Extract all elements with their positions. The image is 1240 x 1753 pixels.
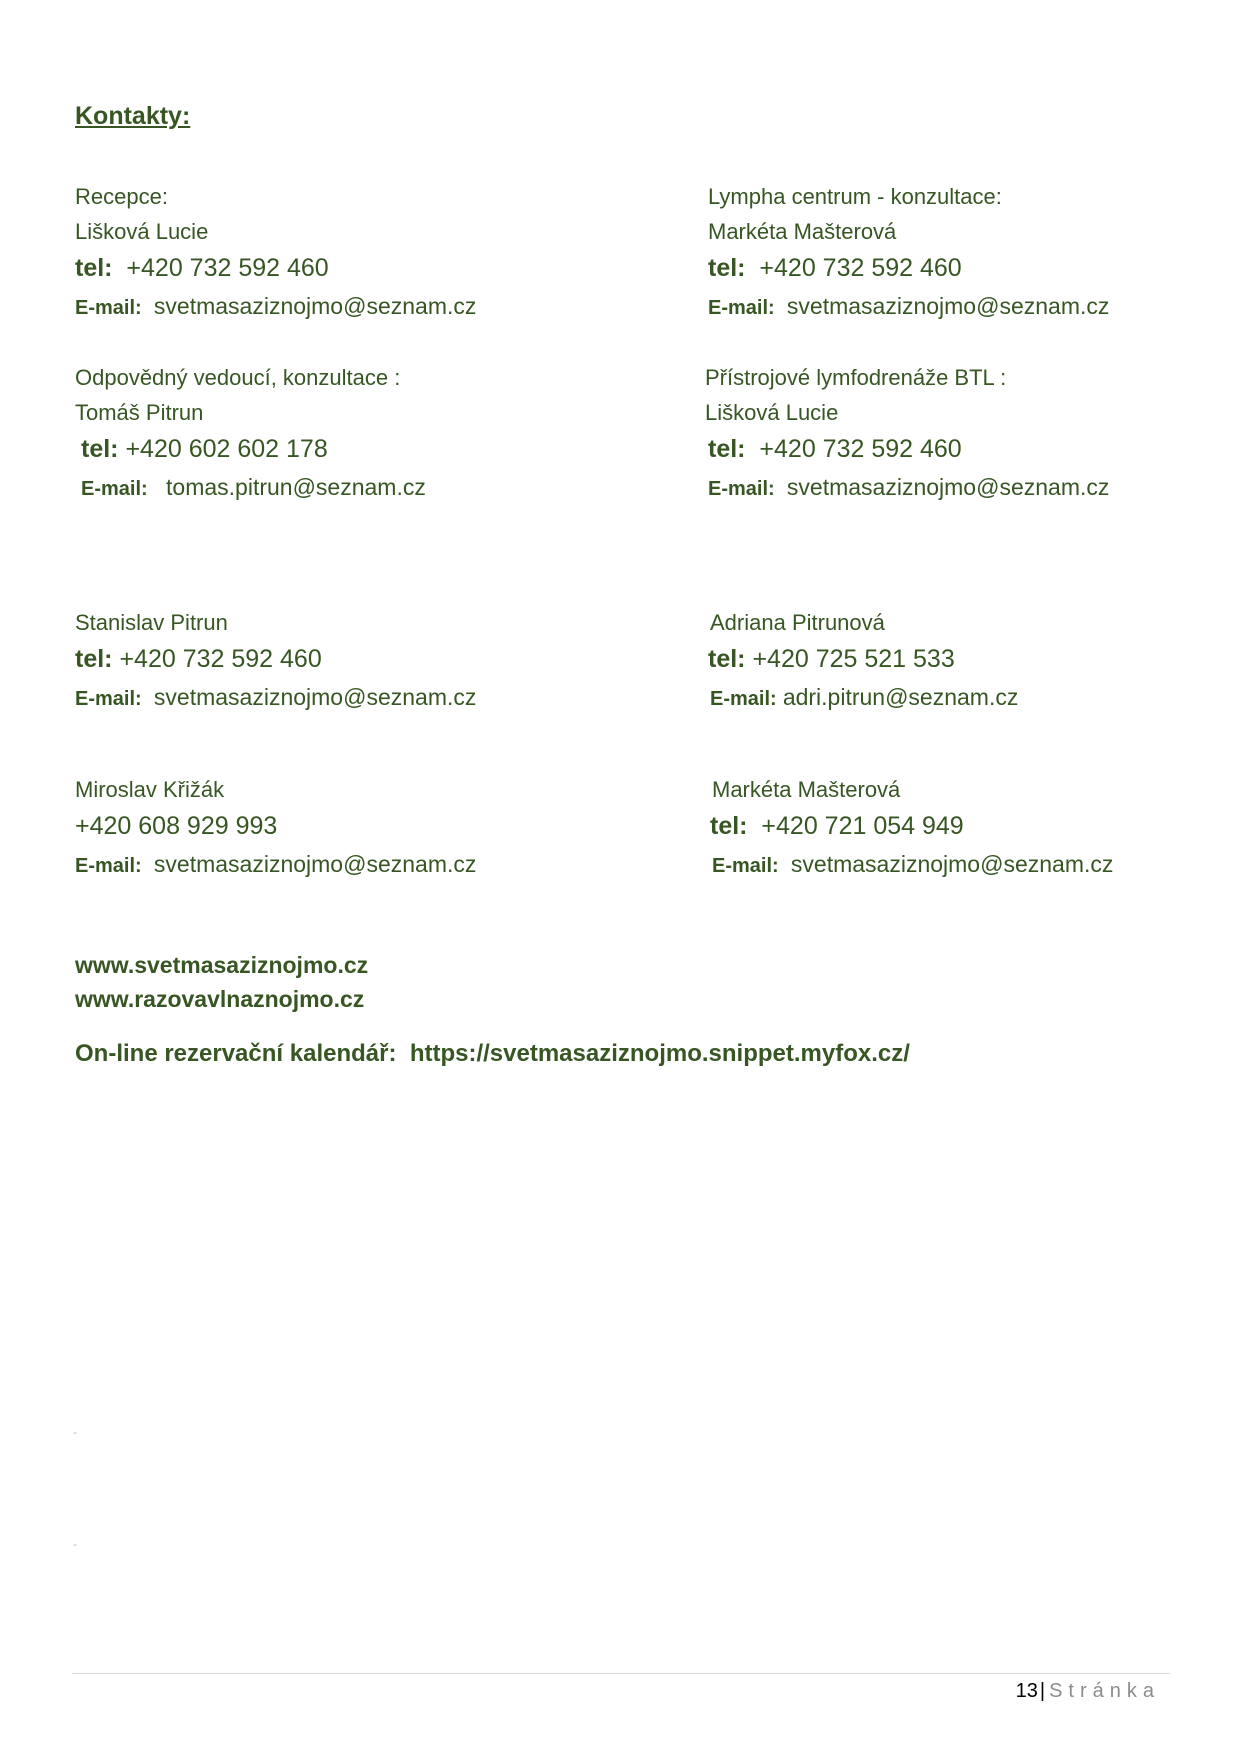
page-heading: Kontakty: [75,102,191,130]
phone-number: +420 732 592 460 [126,254,329,282]
contact-role: Přístrojové lymfodrenáže BTL : [705,365,1007,390]
email-label: E-mail: [708,297,775,319]
email-address: svetmasaziznojmo@seznam.cz [153,684,477,710]
contact-card-adriana-pitrunova [710,605,1018,716]
phone-number: +420 732 592 460 [759,254,962,282]
phone-number: +420 732 592 460 [119,645,322,673]
contact-email-line [75,287,476,325]
contact-card-lympha-centrum [708,179,1109,325]
contact-phone-line [75,249,476,287]
contact-email-line [708,287,1109,325]
contact-card-reception [75,179,476,325]
tel-label: tel: [75,254,113,282]
contact-role: Odpovědný vedoucí, konzultace : [75,365,401,390]
contact-phone-line [710,807,1113,845]
booking-calendar-line [75,1040,910,1068]
tel-label: tel: [710,812,748,840]
email-address: tomas.pitrun@seznam.cz [166,474,426,500]
email-label: E-mail: [75,297,142,319]
tel-label: tel: [81,435,119,463]
email-address: svetmasaziznojmo@seznam.cz [153,851,477,877]
footer-divider [72,1673,1170,1674]
email-label: E-mail: [712,855,779,877]
phone-number: +420 732 592 460 [759,435,962,463]
tel-label: tel: [708,254,746,282]
page-number: 13 [1015,1680,1038,1702]
email-label: E-mail: [708,478,775,500]
email-label: E-mail: [81,478,148,500]
tel-label: tel: [708,435,746,463]
contact-card-manager [75,360,426,506]
contact-phone-line [75,640,476,678]
email-label: E-mail: [75,855,142,877]
email-address: svetmasaziznojmo@seznam.cz [790,851,1114,877]
contact-phone-line [708,249,1109,287]
email-address: svetmasaziznojmo@seznam.cz [786,474,1110,500]
contact-card-stanislav-pitrun [75,605,476,716]
contact-name: Stanislav Pitrun [75,610,228,635]
contact-name: Markéta Mašterová [708,219,897,244]
contact-card-marketa-masterova [712,772,1113,883]
stray-mark: - [73,1425,77,1439]
email-label: E-mail: [710,688,777,710]
email-address: svetmasaziznojmo@seznam.cz [786,293,1110,319]
page-word: Stránka [1049,1680,1160,1702]
booking-label: On-line rezervační kalendář: [75,1040,397,1067]
contact-role: Recepce: [75,184,168,209]
contact-name: Adriana Pitrunová [710,610,885,635]
contact-email-line [75,678,476,716]
contact-card-miroslav-krizak [75,772,476,883]
website-links [75,948,368,1016]
contact-email-line [712,845,1113,883]
booking-url-link[interactable]: https://svetmasaziznojmo.snippet.myfox.cz/ [409,1040,910,1067]
tel-label: tel: [75,645,113,673]
stray-mark: - [73,1537,77,1551]
contact-phone-line [75,430,426,468]
website-link[interactable]: www.svetmasaziznojmo.cz [75,952,369,978]
contact-name: Tomáš Pitrun [75,400,204,425]
contact-name: Markéta Mašterová [712,777,901,802]
email-address: adri.pitrun@seznam.cz [782,684,1019,710]
contact-name: Miroslav Křižák [75,777,225,802]
contact-email-line [705,468,1109,506]
contact-email-line [75,845,476,883]
contact-email-line [710,678,1018,716]
website-link[interactable]: www.razovavlnaznojmo.cz [75,986,365,1012]
phone-number: +420 725 521 533 [752,645,955,673]
contact-name: Lišková Lucie [75,219,209,244]
footer-separator: | [1039,1680,1046,1702]
contact-phone-line [708,640,1018,678]
page-footer [1016,1680,1160,1703]
contact-phone-line [705,430,1109,468]
phone-number: +420 602 602 178 [125,435,328,463]
contact-card-btl-lymphdrainage [705,360,1109,506]
email-label: E-mail: [75,688,142,710]
tel-label: tel: [708,645,746,673]
contact-name: Lišková Lucie [705,400,839,425]
contact-email-line [75,468,426,506]
contact-role: Lympha centrum - konzultace: [708,184,1002,209]
contact-phone-line [75,807,476,845]
phone-number: +420 721 054 949 [761,812,964,840]
phone-number: +420 608 929 993 [75,812,278,840]
email-address: svetmasaziznojmo@seznam.cz [153,293,477,319]
